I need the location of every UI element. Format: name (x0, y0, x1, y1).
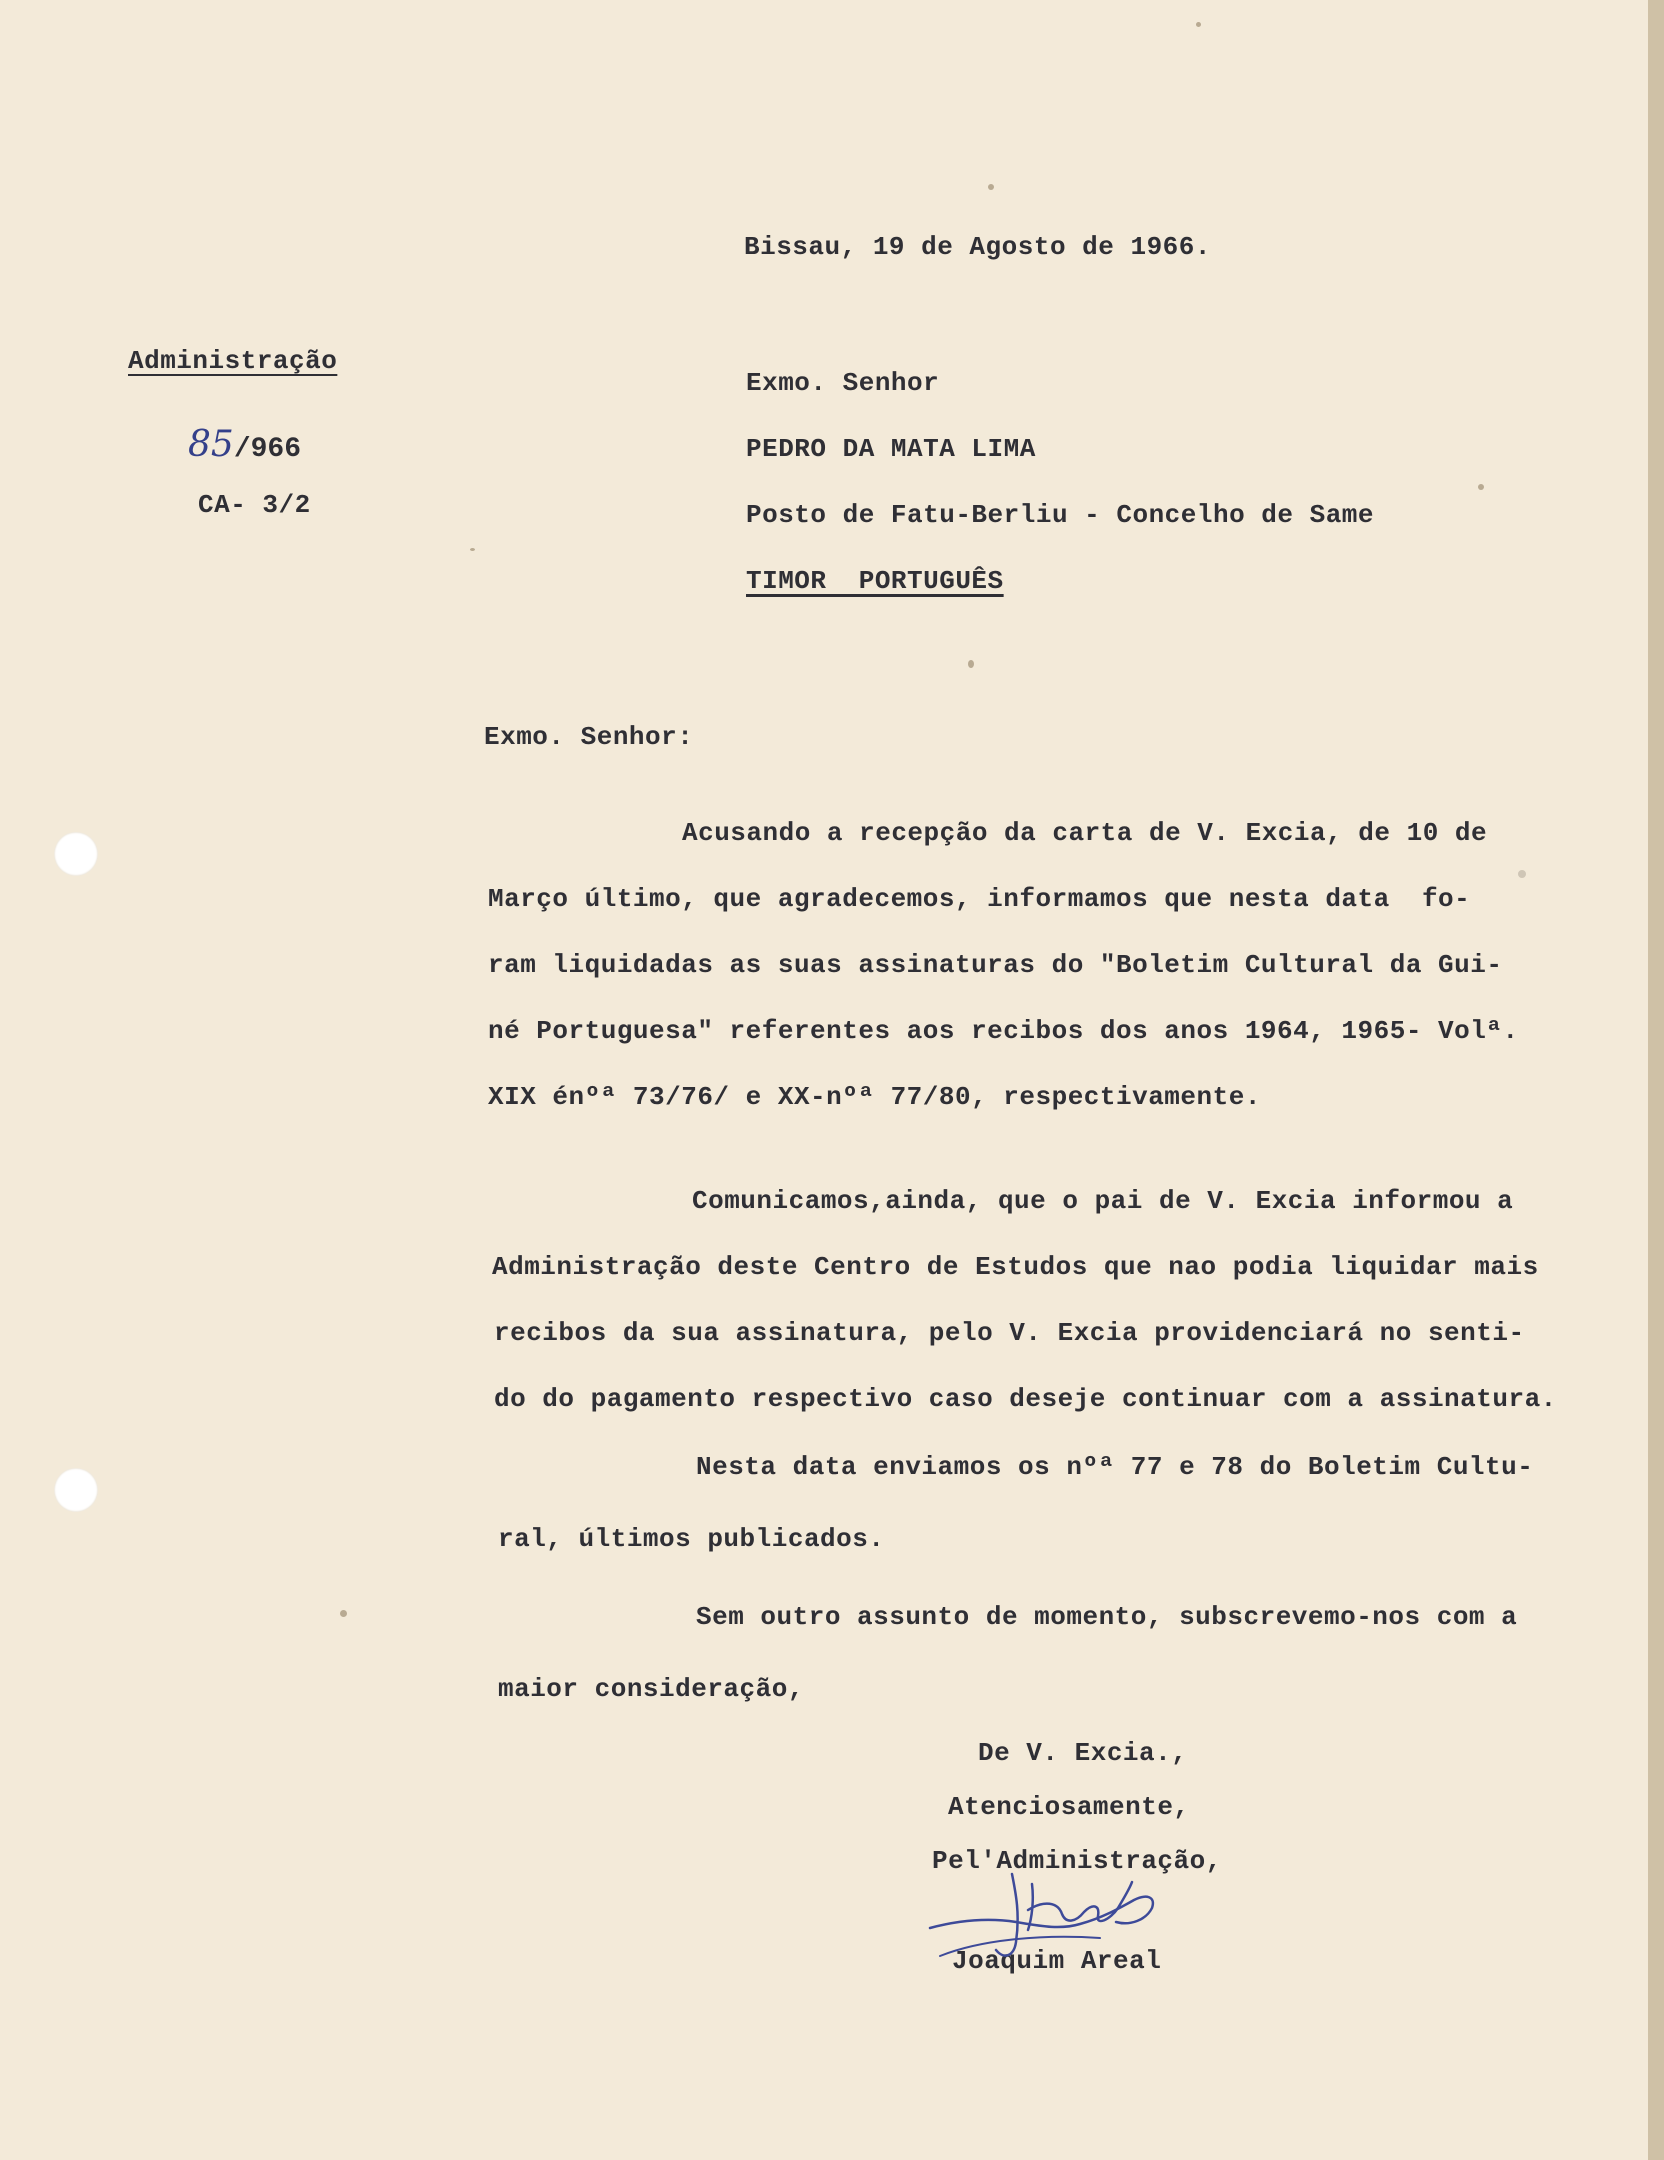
signatory-name: Joaquim Areal (952, 1946, 1162, 1976)
paragraph-1-line: né Portuguesa" referentes aos recibos dos anos 1964, 1965- Volª. (488, 1016, 1519, 1046)
paragraph-2-line: Comunicamos,ainda, que o pai de V. Excia informou a (692, 1186, 1514, 1216)
paragraph-3-line: ral, últimos publicados. (498, 1524, 885, 1554)
recipient-country: TIMOR PORTUGUÊS (746, 566, 1004, 596)
paragraph-1-line: XIX énºª 73/76/ e XX-nºª 77/80, respectivamente. (488, 1082, 1261, 1112)
paper-speck (968, 660, 974, 668)
reference-year: /966 (233, 434, 302, 465)
paragraph-4-line: maior consideração, (498, 1674, 804, 1704)
closing-line: De V. Excia., (978, 1738, 1188, 1768)
paragraph-1-line: Março último, que agradecemos, informamos que nesta data fo- (488, 884, 1471, 914)
punch-hole-top (54, 832, 98, 876)
recipient-place: Posto de Fatu-Berliu - Concelho de Same (746, 500, 1374, 530)
paragraph-1-line: Acusando a recepção da carta de V. Excia, de 10 de (682, 818, 1488, 848)
paragraph-4-line: Sem outro assunto de momento, subscrevemo-nos com a (696, 1602, 1518, 1632)
paragraph-3-line: Nesta data enviamos os nºª 77 e 78 do Boletim Cultu- (696, 1452, 1534, 1482)
paper-speck (988, 184, 994, 190)
handwritten-signature (920, 1860, 1180, 1970)
recipient-salutation: Exmo. Senhor (746, 368, 940, 398)
paper-speck (1478, 484, 1484, 490)
paragraph-2-line: recibos da sua assinatura, pelo V. Excia providenciará no senti- (494, 1318, 1525, 1348)
closing-line: Pel'Administração, (932, 1846, 1222, 1876)
paper-speck (470, 548, 475, 551)
letter-greeting: Exmo. Senhor: (484, 722, 694, 752)
paper-speck (340, 1610, 347, 1617)
paper-speck (1518, 870, 1526, 878)
paragraph-2-line: do do pagamento respectivo caso deseje continuar com a assinatura. (494, 1384, 1557, 1414)
paper-speck (1196, 22, 1201, 27)
closing-line: Atenciosamente, (948, 1792, 1190, 1822)
paragraph-2-line: Administração deste Centro de Estudos que nao podia liquidar mais (492, 1252, 1539, 1282)
reference-code: CA- 3/2 (198, 490, 311, 520)
reference-handwritten-number: 85 (188, 424, 234, 465)
punch-hole-bottom (54, 1468, 98, 1512)
paragraph-1-line: ram liquidadas as suas assinaturas do "Boletim Cultural da Gui- (488, 950, 1503, 980)
scan-edge (1648, 0, 1664, 2160)
reference-number (188, 424, 301, 465)
recipient-name: PEDRO DA MATA LIMA (746, 434, 1036, 464)
department-heading: Administração (128, 346, 338, 376)
date-line: Bissau, 19 de Agosto de 1966. (744, 232, 1211, 262)
